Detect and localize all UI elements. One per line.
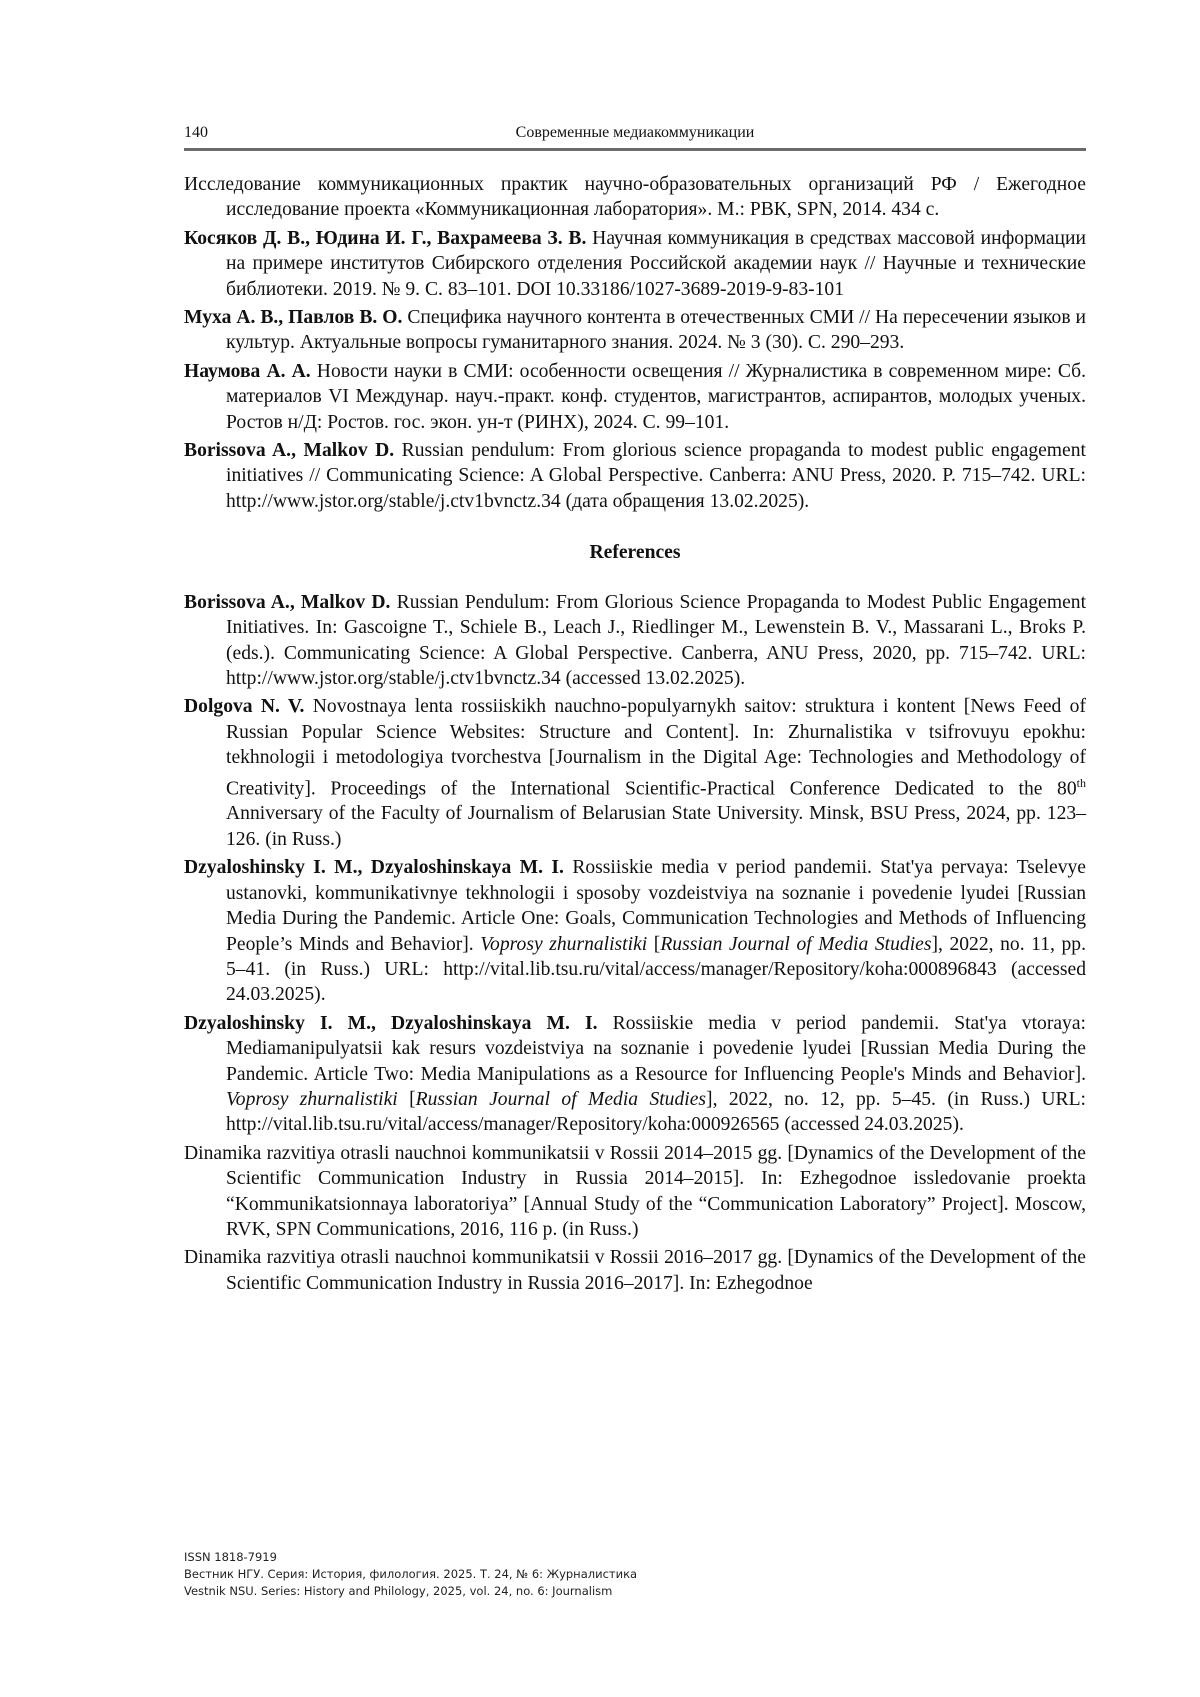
reference-text: Dinamika razvitiya otrasli nauchnoi kommunikatsii v Rossii 2014–2015 gg. [Dynamics of the Development of the Scientific Communication Industry in Russia 2014–2015]. In: Ezhegodnoe issledovanie proekta “Kommunikatsionnaya laboratoriya” [Annual Study of the “Communication Laboratory” Project]. Moscow, RVK, SPN Communications, 2016, 116 p. (in Russ.) xyxy=(184,1143,1086,1240)
page-number: 140 xyxy=(184,124,208,142)
page-content xyxy=(184,172,1086,1299)
reference-text: Russian Pendulum: From Glorious Science Propaganda to Modest Public Engagement Initiatives. In: Gascoigne T., Schiele B., Leach J., Riedlinger M., Lewenstein B. V., Massarani L., Broks P. (eds.). Communicating Science: A Global Perspective. Canberra, ANU Press, 2020, pp. 715–742. URL: http://www.jstor.org/stable/j.ctv1bvnctz.34 (accessed 13.02.2025). xyxy=(226,592,1086,689)
bibliography-entry xyxy=(184,438,1086,514)
reference-authors: Borissova A., Malkov D. xyxy=(184,592,390,613)
reference-authors: Dzyaloshinsky I. M., Dzyaloshinskaya M. I. xyxy=(184,1013,598,1034)
page-header xyxy=(184,122,1086,151)
bibliography-authors: Наумова А. А. xyxy=(184,361,311,382)
bibliography-entry xyxy=(184,172,1086,223)
references-list xyxy=(184,590,1086,1297)
reference-authors: Dolgova N. V. xyxy=(184,696,304,717)
reference-authors: Dzyaloshinsky I. M., Dzyaloshinskaya M. I. xyxy=(184,857,564,878)
reference-text: th xyxy=(1077,776,1086,790)
reference-text: Novostnaya lenta rossiiskikh nauchno-populyarnykh saitov: struktura i kontent [News Feed of Russian Popular Science Websites: Structure and Content]. In: Zhurnalistika v tsifrovuyu epokhu: tekhnologii i metodologiya tvorchestva [Journalism in the Digital Age: Technologies and Methodology of Creativity]. Proceedings of the International Scientific-Practical Conference Dedicated to the 80 xyxy=(226,696,1086,799)
bibliography-entry xyxy=(184,359,1086,435)
bibliography-text: Специфика научного контента в отечественных СМИ // На пересечении языков и культур. Актуальные вопросы гуманитарного знания. 2024. № 3 (30). С. 290–293. xyxy=(226,307,1086,353)
reference-text: Rossiiskie media v period pandemii. Stat'ya vtoraya: Mediamanipulyatsii kak resurs vozdeistviya na soznanie i povedenie lyudei [Russian Media During the Pandemic. Article Two: Media Manipulations as a Resource for Influencing People's Minds and Behavior]. xyxy=(226,1013,1086,1085)
reference-text: Voprosy zhurnalistiki xyxy=(226,1089,398,1110)
reference-entry xyxy=(184,590,1086,692)
bibliography-authors: Borissova A., Malkov D. xyxy=(184,440,394,461)
footer-issn: ISSN 1818-7919 xyxy=(184,1549,884,1566)
reference-entry xyxy=(184,855,1086,1007)
reference-entry xyxy=(184,694,1086,852)
bibliography-list xyxy=(184,172,1086,514)
bibliography-text: Научная коммуникация в средствах массовой информации на примере институтов Сибирского отделения Российской академии наук // Научные и технические библиотеки. 2019. № 9. С. 83–101. DOI 10.33186/1027-3689-2019-9-83-101 xyxy=(226,228,1086,300)
reference-text: ], 2022, no. 11, pp. 5–41. (in Russ.) URL: http://vital.lib.tsu.ru/vital/access/manager/Repository/koha:000896843 (accessed 24.03.2025). xyxy=(226,934,1086,1006)
reference-text: [ xyxy=(398,1089,416,1110)
bibliography-entry xyxy=(184,305,1086,356)
reference-entry xyxy=(184,1141,1086,1243)
reference-text: Voprosy zhurnalistiki xyxy=(480,934,647,955)
reference-text: Rossiiskie media v period pandemii. Stat'ya pervaya: Tselevye ustanovki, kommunikativnye tekhnologii i sposoby vozdeistviya na soznanie i povedenie lyudei [Russian Media During the Pandemic. Article One: Goals, Communication Technologies and Methods of Influencing People’s Minds and Behavior]. xyxy=(226,857,1086,954)
reference-text: [ xyxy=(647,934,660,955)
reference-text: Russian Journal of Media Studies xyxy=(660,934,931,955)
reference-text: Anniversary of the Faculty of Journalism of Belarusian State University. Minsk, BSU Press, 2024, pp. 123–126. (in Russ.) xyxy=(226,803,1086,849)
page-footer xyxy=(184,1549,884,1600)
reference-text: Russian Journal of Media Studies xyxy=(416,1089,706,1110)
bibliography-text: Исследование коммуникационных практик научно-образовательных организаций РФ / Ежегодное исследование проекта «Коммуникационная лаборатория». М.: РВК, SPN, 2014. 434 с. xyxy=(184,174,1086,220)
reference-text: Dinamika razvitiya otrasli nauchnoi kommunikatsii v Rossii 2016–2017 gg. [Dynamics of the Development of the Scientific Communication Industry in Russia 2016–2017]. In: Ezhegodnoe xyxy=(184,1247,1086,1293)
bibliography-authors: Муха А. В., Павлов В. О. xyxy=(184,307,402,328)
bibliography-text: Новости науки в СМИ: особенности освещения // Журналистика в современном мире: Сб. материалов VI Междунар. науч.-практ. конф. студентов, магистрантов, аспирантов, молодых ученых. Ростов н/Д: Ростов. гос. экон. ун-т (РИНХ), 2024. С. 99–101. xyxy=(226,361,1086,433)
bibliography-entry xyxy=(184,226,1086,302)
running-title: Современные медиакоммуникации xyxy=(184,124,1086,142)
bibliography-authors: Косяков Д. В., Юдина И. Г., Вахрамеева З. В. xyxy=(184,228,586,249)
references-heading: References xyxy=(184,540,1086,565)
reference-entry xyxy=(184,1011,1086,1138)
reference-text: ], 2022, no. 12, pp. 5–45. (in Russ.) URL: http://vital.lib.tsu.ru/vital/access/manager/Repository/koha:000926565 (accessed 24.03.2025). xyxy=(226,1089,1086,1135)
bibliography-text: Russian pendulum: From glorious science propaganda to modest public engagement initiatives // Communicating Science: A Global Perspective. Canberra: ANU Press, 2020. P. 715–742. URL: http://www.jstor.org/stable/j.ctv1bvnctz.34 (дата обращения 13.02.2025). xyxy=(226,440,1086,512)
footer-journal-en: Vestnik NSU. Series: History and Philology, 2025, vol. 24, no. 6: Journalism xyxy=(184,1583,884,1600)
footer-journal-ru: Вестник НГУ. Серия: История, филология. 2025. Т. 24, № 6: Журналистика xyxy=(184,1566,884,1583)
reference-entry xyxy=(184,1245,1086,1296)
